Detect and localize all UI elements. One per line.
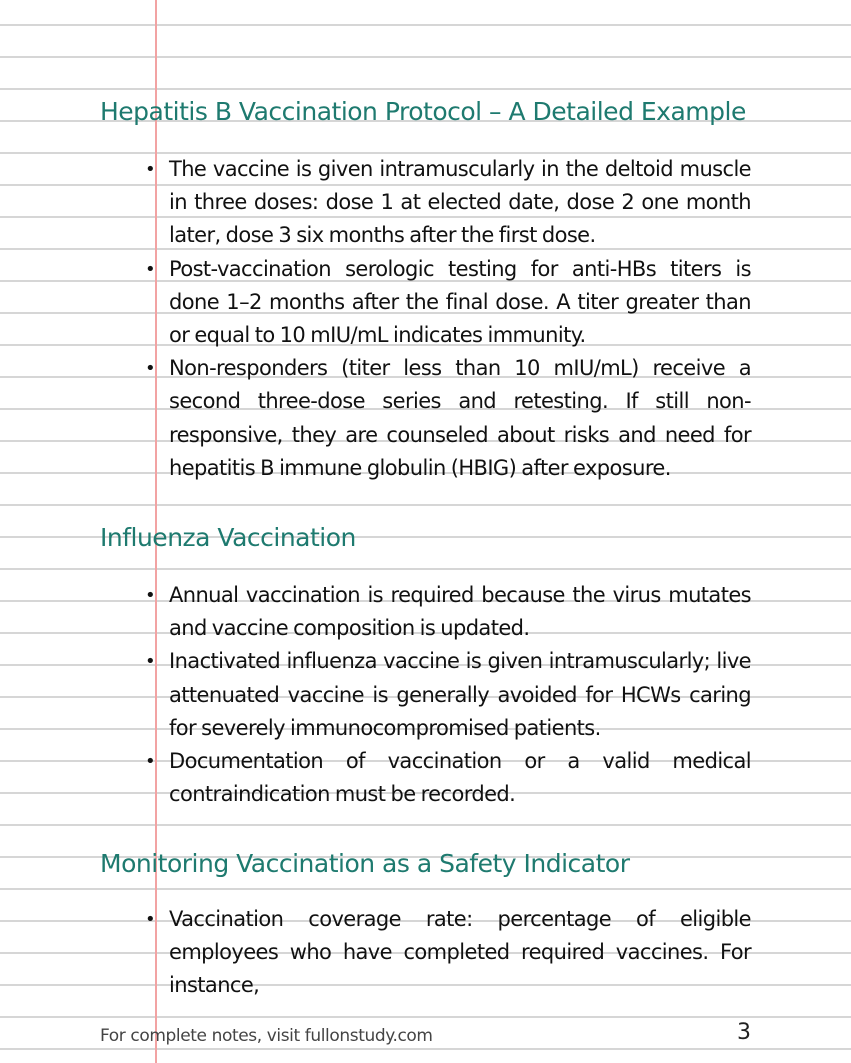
section-heading-monitoring: Monitoring Vaccination as a Safety Indicator xyxy=(100,849,630,878)
bullet-icon: • xyxy=(145,909,156,930)
hepatitis-b-list xyxy=(145,153,751,485)
bullet-icon: • xyxy=(145,585,156,606)
bullet-icon: • xyxy=(145,159,156,180)
footer-note: For complete notes, visit fullonstudy.com xyxy=(100,1026,433,1046)
list-item: • Documentation of vaccination or a valid medical contraindication must be recorded. xyxy=(145,745,751,811)
section-heading-hepatitis-b: Hepatitis B Vaccination Protocol – A Detailed Example xyxy=(100,97,746,126)
bullet-icon: • xyxy=(145,651,156,673)
list-item: • Non-responders (titer less than 10 mIU/mL) receive a second three-dose series and retesting. If still non-responsive, they are counseled about risks and need for hepatitis B immune globulin (HBIG) after exposure. xyxy=(145,352,751,485)
bullet-icon: • xyxy=(145,258,156,280)
list-item: • Vaccination coverage rate: percentage of eligible employees who have completed required vaccines. For instance, xyxy=(145,903,751,1003)
influenza-list xyxy=(145,579,751,811)
section-heading-influenza: Influenza Vaccination xyxy=(100,523,356,552)
monitoring-list xyxy=(145,903,751,1003)
list-item: • Inactivated influenza vaccine is given intramuscularly; live attenuated vaccine is generally avoided for HCWs caring for severely immunocompromised patients. xyxy=(145,645,751,745)
list-item: • Annual vaccination is required because the virus mutates and vaccine composition is updated. xyxy=(145,579,751,645)
list-item: • Post-vaccination serologic testing for anti-HBs titers is done 1–2 months after the final dose. A titer greater than or equal to 10 mIU/mL indicates immunity. xyxy=(145,253,751,353)
list-item: • The vaccine is given intramuscularly in the deltoid muscle in three doses: dose 1 at elected date, dose 2 one month later, dose 3 six months after the first dose. xyxy=(145,153,751,253)
bullet-icon: • xyxy=(145,751,156,773)
page-number: 3 xyxy=(737,1020,751,1045)
bullet-icon: • xyxy=(145,358,156,380)
